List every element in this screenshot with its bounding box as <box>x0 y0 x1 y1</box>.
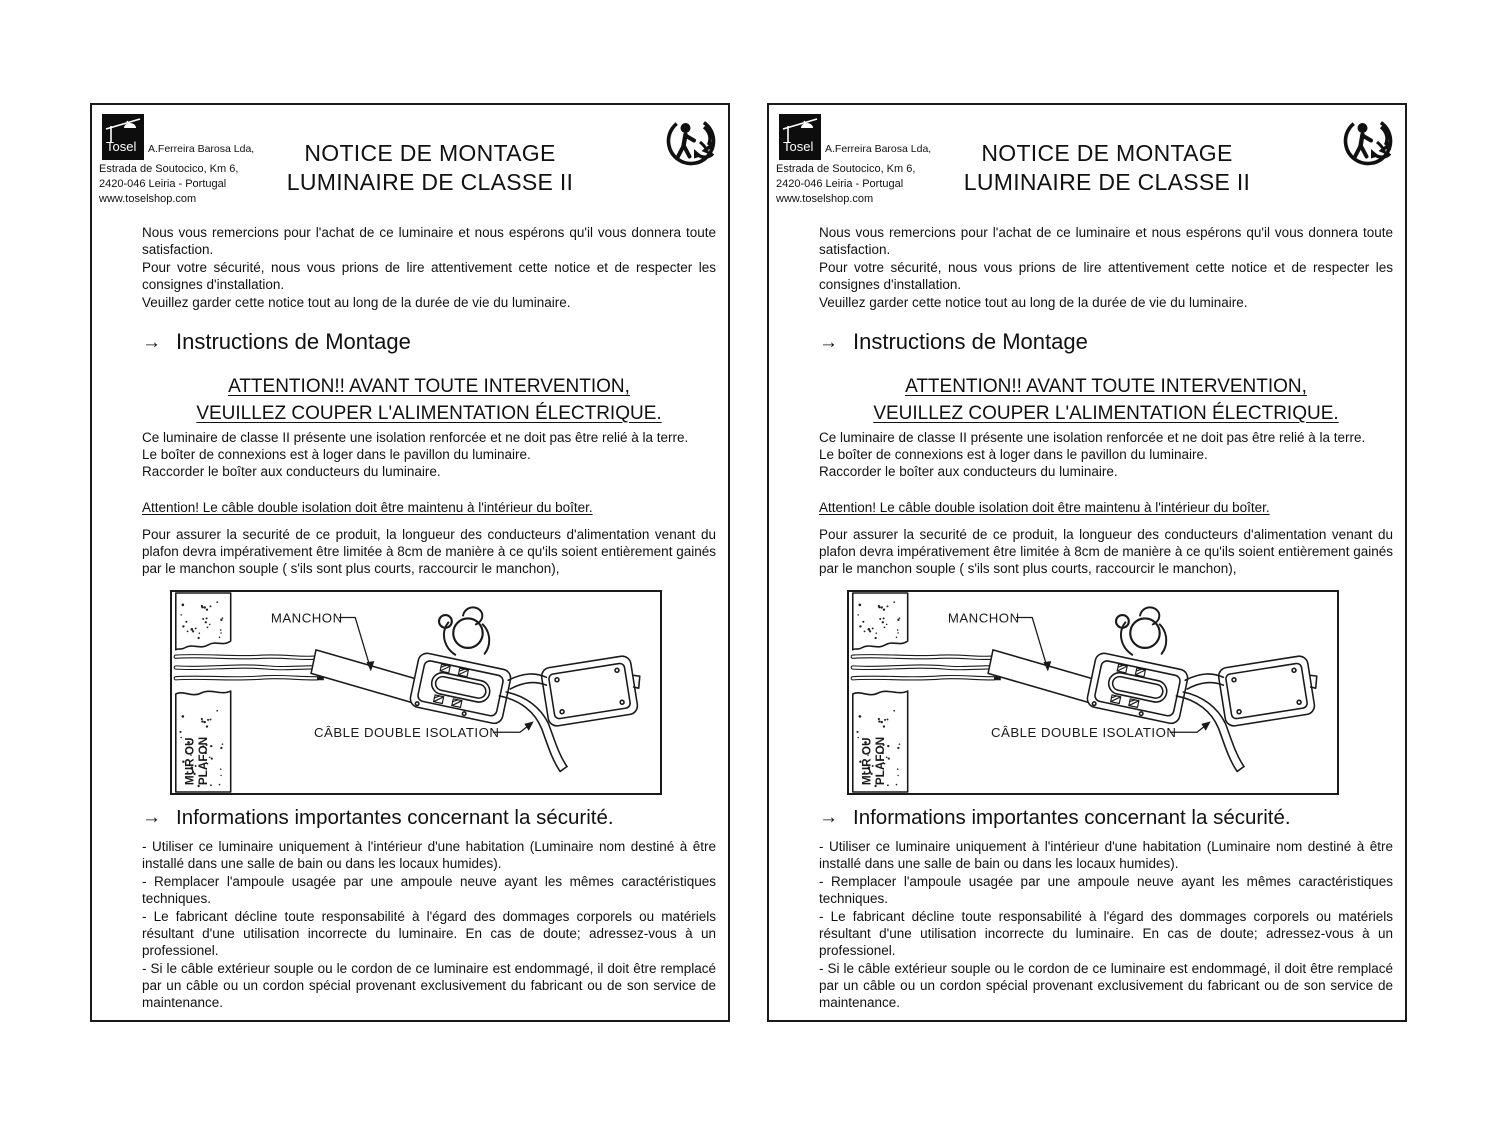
section-heading-montage <box>819 329 1393 357</box>
class-ii-note-1: Ce luminaire de classe II présente une isolation renforcée et ne doit pas être relié à la terre. <box>819 430 1366 445</box>
tosel-logo <box>102 114 144 160</box>
class-ii-notes <box>819 429 1393 480</box>
safety-item-4: - Si le câble extérieur souple ou le cordon de ce luminaire est endommagé, il doit être remplacé par un câble ou un cordon spécial provenant exclusivement du fabricant ou de son service de maintenance. <box>142 961 716 1010</box>
section-heading-securite <box>819 805 1393 832</box>
title-line-1: NOTICE DE MONTAGE <box>981 140 1233 166</box>
power-warning <box>142 373 716 427</box>
arrow-bullet-icon: → <box>142 332 161 353</box>
arrow-bullet-icon: → <box>819 332 838 353</box>
label-manchon: MANCHON <box>947 610 1020 626</box>
cable-attention-note: Attention! Le câble double isolation doit être maintenu à l'intérieur du boîter. <box>142 500 593 515</box>
cable-arrowhead <box>524 721 533 730</box>
sleeve-instruction: Pour assurer la securité de ce produit, la longueur des conducteurs d'alimentation venant du plafon devra impérativement être limitée à 8cm de manière à ce qu'ils soient entièrement gainés par le manchon souple ( s'ils sont plus courts, raccourcir le manchon), <box>819 527 1393 576</box>
hanging-ring <box>1116 607 1166 654</box>
power-warning-line-2: VEUILLEZ COUPER L'ALIMENTATION ÉLECTRIQUE. <box>196 403 662 424</box>
supply-wires <box>853 656 1005 681</box>
intro-paragraph-3: Veuillez garder cette notice tout au long de la durée de vie du luminaire. <box>142 295 571 310</box>
triman-recycling-icon <box>664 113 720 169</box>
notice-page-right <box>767 103 1407 1022</box>
mounting-diagram <box>170 590 662 795</box>
safety-item-1: - Utiliser ce luminaire uniquement à l'intérieur d'une habitation (Luminaire nom destiné à être installé dans une salle de bain ou dans les locaux humides). <box>142 839 716 871</box>
supply-wires <box>176 656 328 681</box>
company-website: www.toselshop.com <box>99 193 197 205</box>
label-wall-line-1: MUR OU <box>860 737 874 786</box>
intro-paragraph-3: Veuillez garder cette notice tout au long de la durée de vie du luminaire. <box>819 295 1248 310</box>
terminal-block <box>1086 652 1189 725</box>
section-heading-montage <box>142 329 716 357</box>
section-heading-securite <box>142 805 716 832</box>
company-name: A.Ferreira Barosa Lda, <box>148 143 255 155</box>
company-website: www.toselshop.com <box>776 193 874 205</box>
logo-brand-text: Tosel <box>783 139 814 154</box>
safety-items <box>142 838 716 1012</box>
company-name: A.Ferreira Barosa Lda, <box>825 143 932 155</box>
section-heading-securite-label: Informations importantes concernant la sécurité. <box>853 806 1291 829</box>
address-line-2: 2420-046 Leiria - Portugal <box>99 178 227 190</box>
sleeve-instruction: Pour assurer la securité de ce produit, la longueur des conducteurs d'alimentation venant du plafon devra impérativement être limitée à 8cm de manière à ce qu'ils soient entièrement gainés par le manchon souple ( s'ils sont plus courts, raccourcir le manchon), <box>142 527 716 576</box>
cable-arrowhead <box>1201 721 1210 730</box>
section-heading-montage-label: Instructions de Montage <box>176 329 411 354</box>
address-line-2: 2420-046 Leiria - Portugal <box>776 178 904 190</box>
title-line-2: LUMINAIRE DE CLASSE II <box>286 169 574 195</box>
safety-item-2: - Remplacer l'ampoule usagée par une ampoule neuve ayant les mêmes caractéristiques techniques. <box>819 874 1393 906</box>
label-cable: CÂBLE DOUBLE ISOLATION <box>991 725 1177 741</box>
power-warning-line-1: ATTENTION!! AVANT TOUTE INTERVENTION, <box>228 376 630 397</box>
class-ii-note-3: Raccorder le boîter aux conducteurs du luminaire. <box>142 464 441 479</box>
address-line-1: Estrada de Soutocico, Km 6, <box>776 163 916 175</box>
safety-item-2: - Remplacer l'ampoule usagée par une ampoule neuve ayant les mêmes caractéristiques techniques. <box>142 874 716 906</box>
power-warning-line-1: ATTENTION!! AVANT TOUTE INTERVENTION, <box>905 376 1307 397</box>
section-heading-securite-label: Informations importantes concernant la sécurité. <box>176 806 614 829</box>
intro-paragraph-2: Pour votre sécurité, nous vous prions de lire attentivement cette notice et de respecter les consignes d'installation. <box>819 260 1393 292</box>
intro-paragraph-2: Pour votre sécurité, nous vous prions de lire attentivement cette notice et de respecter les consignes d'installation. <box>142 260 716 292</box>
class-ii-note-3: Raccorder le boîter aux conducteurs du luminaire. <box>819 464 1118 479</box>
label-wall-line-2: PLAFON <box>874 736 888 786</box>
section-heading-montage-label: Instructions de Montage <box>853 329 1088 354</box>
label-cable: CÂBLE DOUBLE ISOLATION <box>314 725 500 741</box>
cover-box <box>1217 654 1322 727</box>
safety-item-4: - Si le câble extérieur souple ou le cordon de ce luminaire est endommagé, il doit être remplacé par un câble ou un cordon spécial provenant exclusivement du fabricant ou de son service de maintenance. <box>819 961 1393 1010</box>
class-ii-notes <box>142 429 716 480</box>
label-wall-line-2: PLAFON <box>197 736 211 786</box>
document-title <box>202 139 658 197</box>
notice-page-left <box>90 103 730 1022</box>
intro-paragraph-1: Nous vous remercions pour l'achat de ce luminaire et nous espérons qu'il vous donnera toute satisfaction. <box>142 225 716 257</box>
document-title <box>879 139 1335 197</box>
class-ii-note-2: Le boîter de connexions est à loger dans le pavillon du luminaire. <box>142 447 531 462</box>
title-line-2: LUMINAIRE DE CLASSE II <box>963 169 1251 195</box>
terminal-block <box>409 652 512 725</box>
safety-items <box>819 838 1393 1012</box>
cable-attention-note: Attention! Le câble double isolation doit être maintenu à l'intérieur du boîter. <box>819 500 1270 515</box>
triman-recycling-icon <box>1341 113 1397 169</box>
power-warning-line-2: VEUILLEZ COUPER L'ALIMENTATION ÉLECTRIQUE. <box>873 403 1339 424</box>
class-ii-note-2: Le boîter de connexions est à loger dans le pavillon du luminaire. <box>819 447 1208 462</box>
wall-section-top <box>853 593 908 650</box>
mounting-diagram <box>847 590 1339 795</box>
hanging-ring <box>439 607 489 654</box>
title-line-1: NOTICE DE MONTAGE <box>304 140 556 166</box>
arrow-bullet-icon: → <box>819 807 838 828</box>
address-line-1: Estrada de Soutocico, Km 6, <box>99 163 239 175</box>
arrow-bullet-icon: → <box>142 807 161 828</box>
class-ii-note-1: Ce luminaire de classe II présente une isolation renforcée et ne doit pas être relié à la terre. <box>142 430 689 445</box>
logo-brand-text: Tosel <box>106 139 137 154</box>
wall-section-top <box>176 593 231 650</box>
safety-item-1: - Utiliser ce luminaire uniquement à l'intérieur d'une habitation (Luminaire nom destiné à être installé dans une salle de bain ou dans les locaux humides). <box>819 839 1393 871</box>
label-manchon: MANCHON <box>270 610 343 626</box>
safety-item-3: - Le fabricant décline toute responsabilité à l'égard des dommages corporels ou matériels résultant d'une utilisation incorrecte du luminaire. En cas de doute; adressez-vous à un professionel. <box>819 909 1393 958</box>
power-warning <box>819 373 1393 427</box>
intro-paragraphs <box>819 224 1393 312</box>
intro-paragraphs <box>142 224 716 312</box>
cover-box <box>540 654 645 727</box>
label-wall-line-1: MUR OU <box>183 737 197 786</box>
safety-item-3: - Le fabricant décline toute responsabilité à l'égard des dommages corporels ou matériels résultant d'une utilisation incorrecte du luminaire. En cas de doute; adressez-vous à un professionel. <box>142 909 716 958</box>
intro-paragraph-1: Nous vous remercions pour l'achat de ce luminaire et nous espérons qu'il vous donnera toute satisfaction. <box>819 225 1393 257</box>
tosel-logo <box>779 114 821 160</box>
